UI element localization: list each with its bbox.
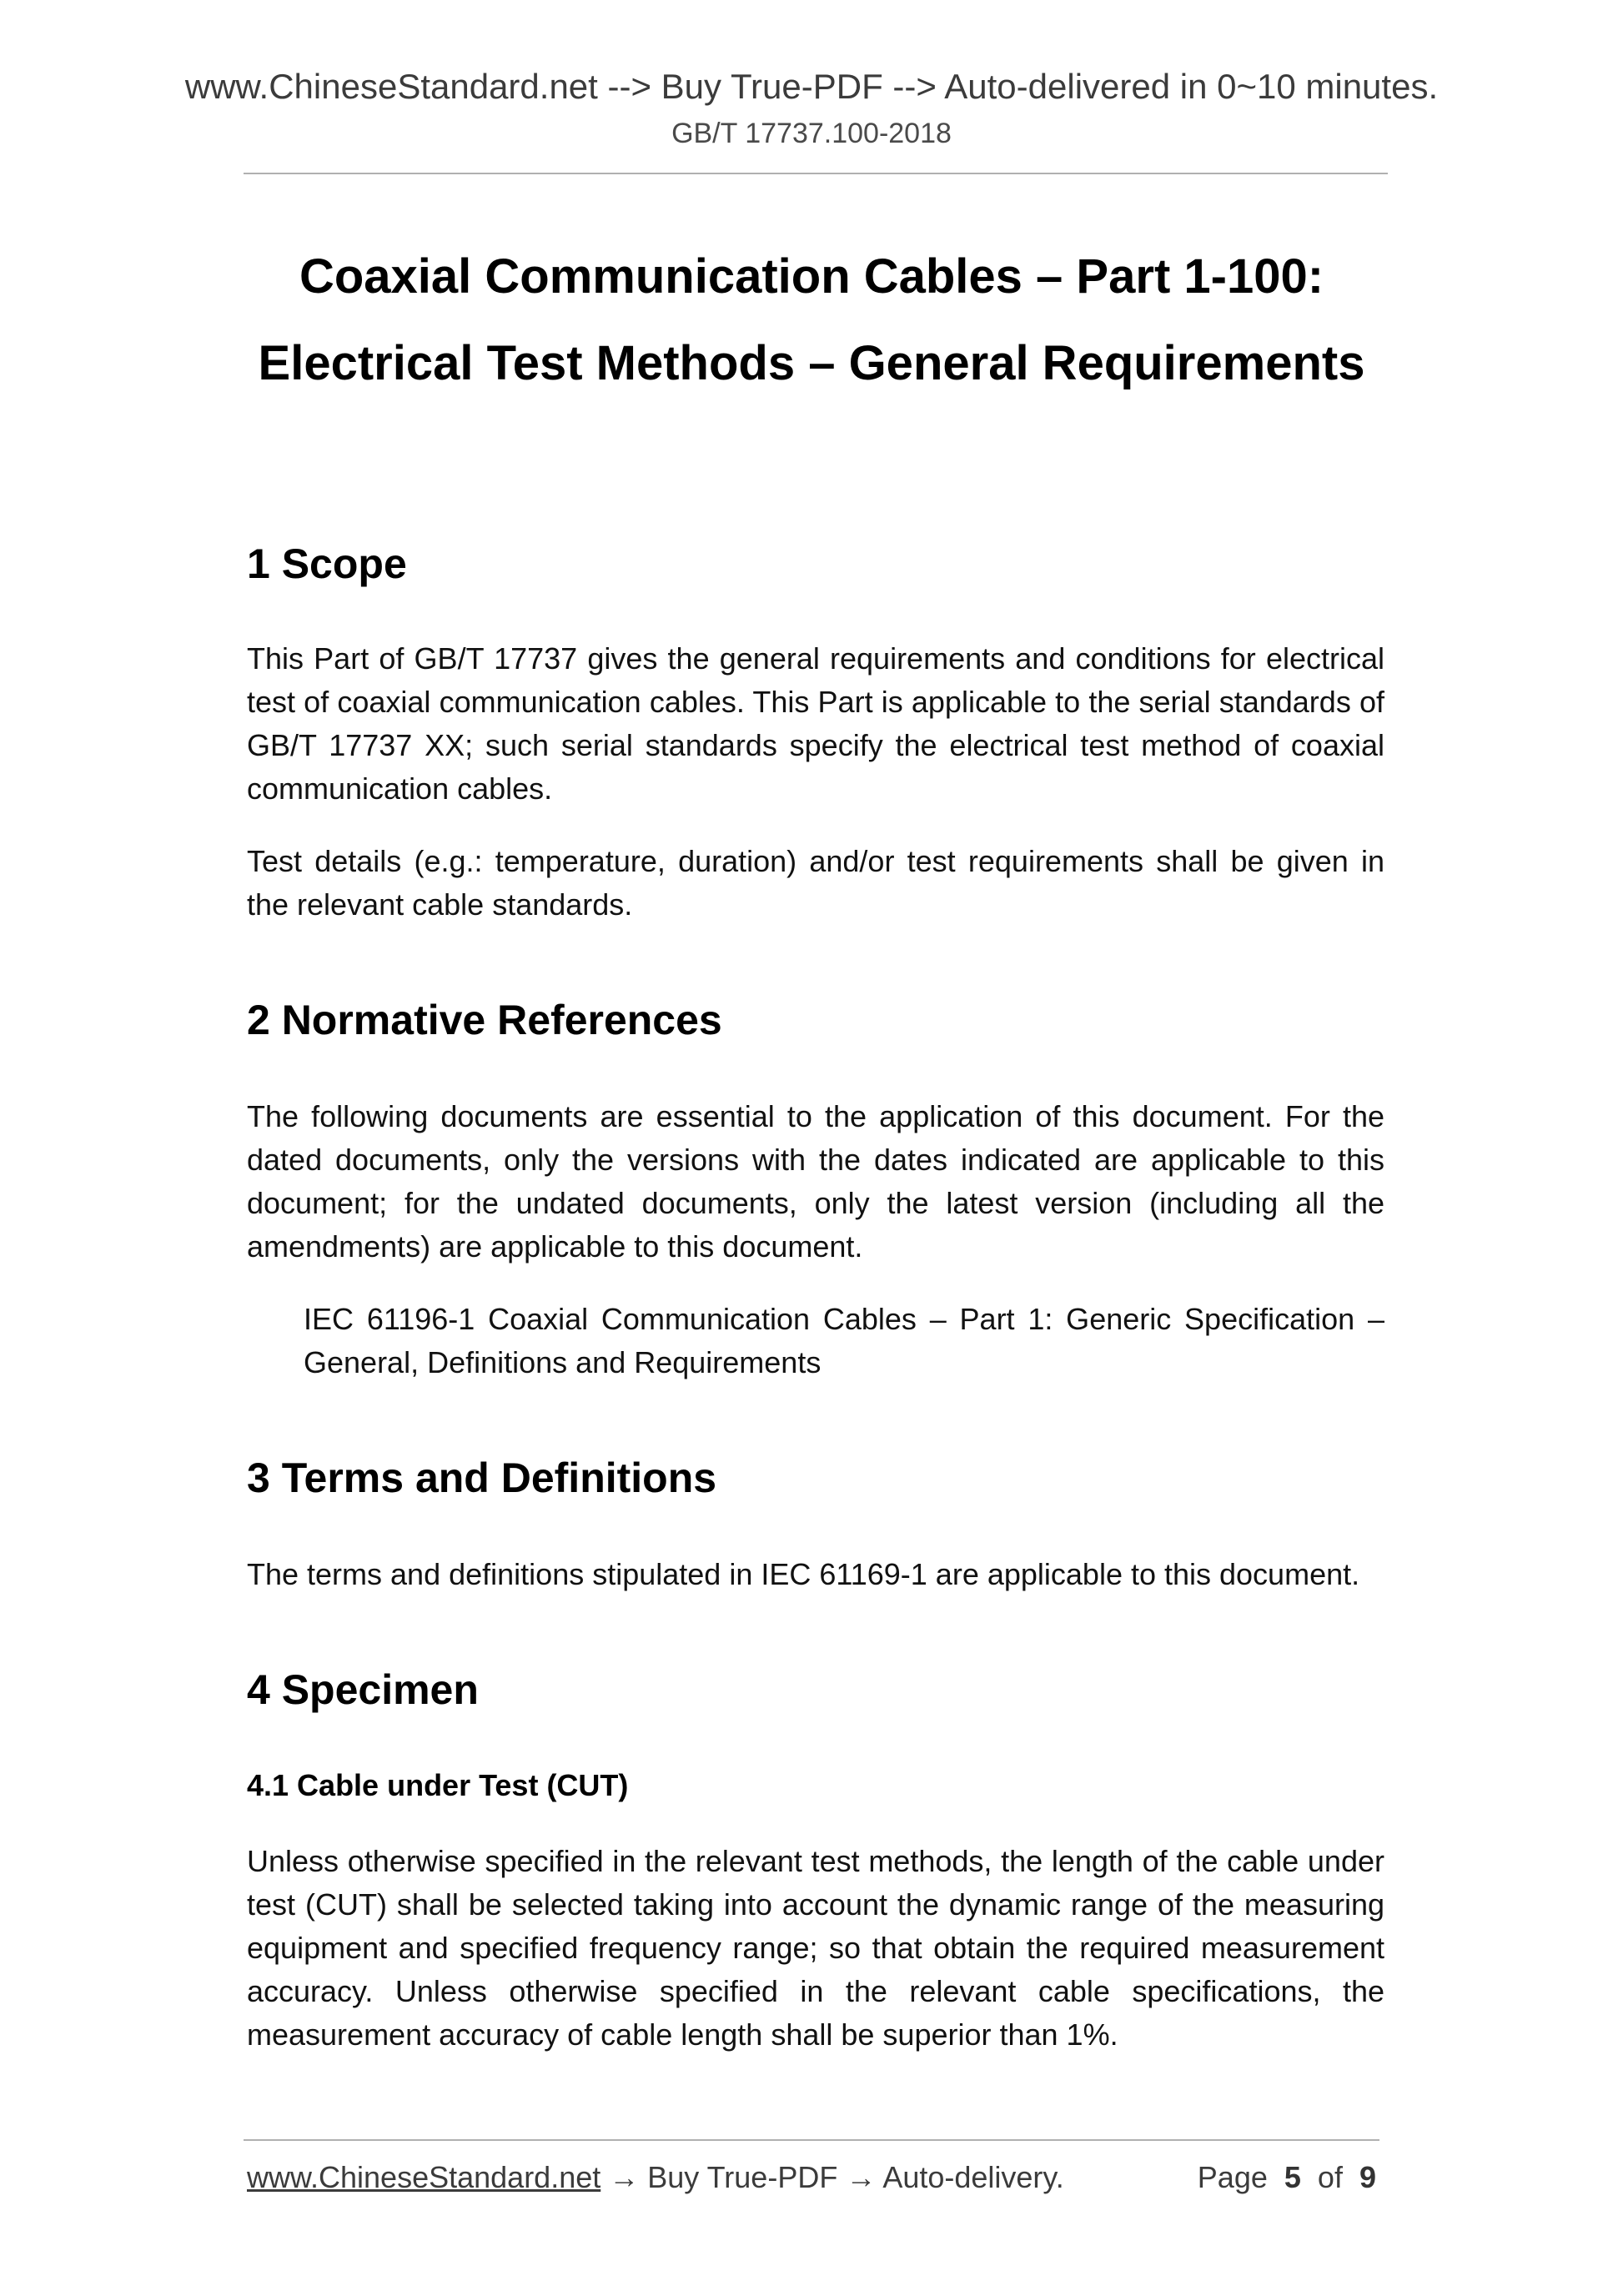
page-number: [1198, 2158, 1376, 2197]
page-current: 5: [1284, 2160, 1301, 2194]
reference-item: IEC 61196-1 Coaxial Communication Cables – Part 1: Generic Specification – General, Definitions and Requirements: [304, 1302, 1384, 1379]
subsection-4-1-paragraph: Unless otherwise specified in the relevant test methods, the length of the cable under test (CUT) shall be selected taking into account the dynamic range of the measuring equipment and specified frequency range; so that obtain the required measurement accuracy. Unless otherwise specified in the relevant cable specifications, the measurement accuracy of cable length shall be superior than 1%.: [247, 1844, 1384, 2052]
title-line-2: Electrical Test Methods – General Requirements: [258, 336, 1365, 390]
section-3-paragraph-1: The terms and definitions stipulated in IEC 61169-1 are applicable to this document.: [247, 1557, 1360, 1591]
page-of: of: [1317, 2160, 1343, 2194]
page-total: 9: [1359, 2160, 1376, 2194]
document-title: [0, 234, 1623, 407]
section-4-heading: 4 Specimen: [247, 1666, 479, 1713]
title-line-1: Coaxial Communication Cables – Part 1-100:: [299, 249, 1324, 304]
standard-number: GB/T 17737.100-2018: [671, 118, 952, 149]
section-1-paragraph-1: This Part of GB/T 17737 gives the general requirements and conditions for electrical test of coaxial communication cables. This Part is applicable to the serial standards of GB/T 17737 XX; such serial standards specify the electrical test method of coaxial communication cables.: [247, 641, 1384, 806]
header-banner: www.ChineseStandard.net --> Buy True-PDF --> Auto-delivered in 0~10 minutes.: [184, 67, 1439, 106]
footer-divider: [244, 2139, 1379, 2141]
section-2-heading: 2 Normative References: [247, 997, 722, 1043]
footer-site-link[interactable]: www.ChineseStandard.net: [247, 2160, 601, 2194]
section-2-paragraph-1: The following documents are essential to the application of this document. For the dated documents, only the versions with the dates indicated are applicable to this document; for the undated documents, only the latest version (including all the amendments) are applicable to this document.: [247, 1099, 1384, 1264]
section-3-heading: 3 Terms and Definitions: [247, 1454, 717, 1501]
footer-promo: [247, 2158, 1064, 2197]
subsection-4-1-heading: 4.1 Cable under Test (CUT): [247, 1768, 629, 1802]
page-label: Page: [1197, 2160, 1268, 2194]
section-1-paragraph-2: Test details (e.g.: temperature, duration) and/or test requirements shall be given in the relevant cable standards.: [247, 844, 1384, 922]
footer-tagline: → Buy True-PDF → Auto-delivery.: [600, 2160, 1064, 2194]
section-1-heading: 1 Scope: [247, 540, 407, 587]
header-divider: [244, 173, 1388, 174]
